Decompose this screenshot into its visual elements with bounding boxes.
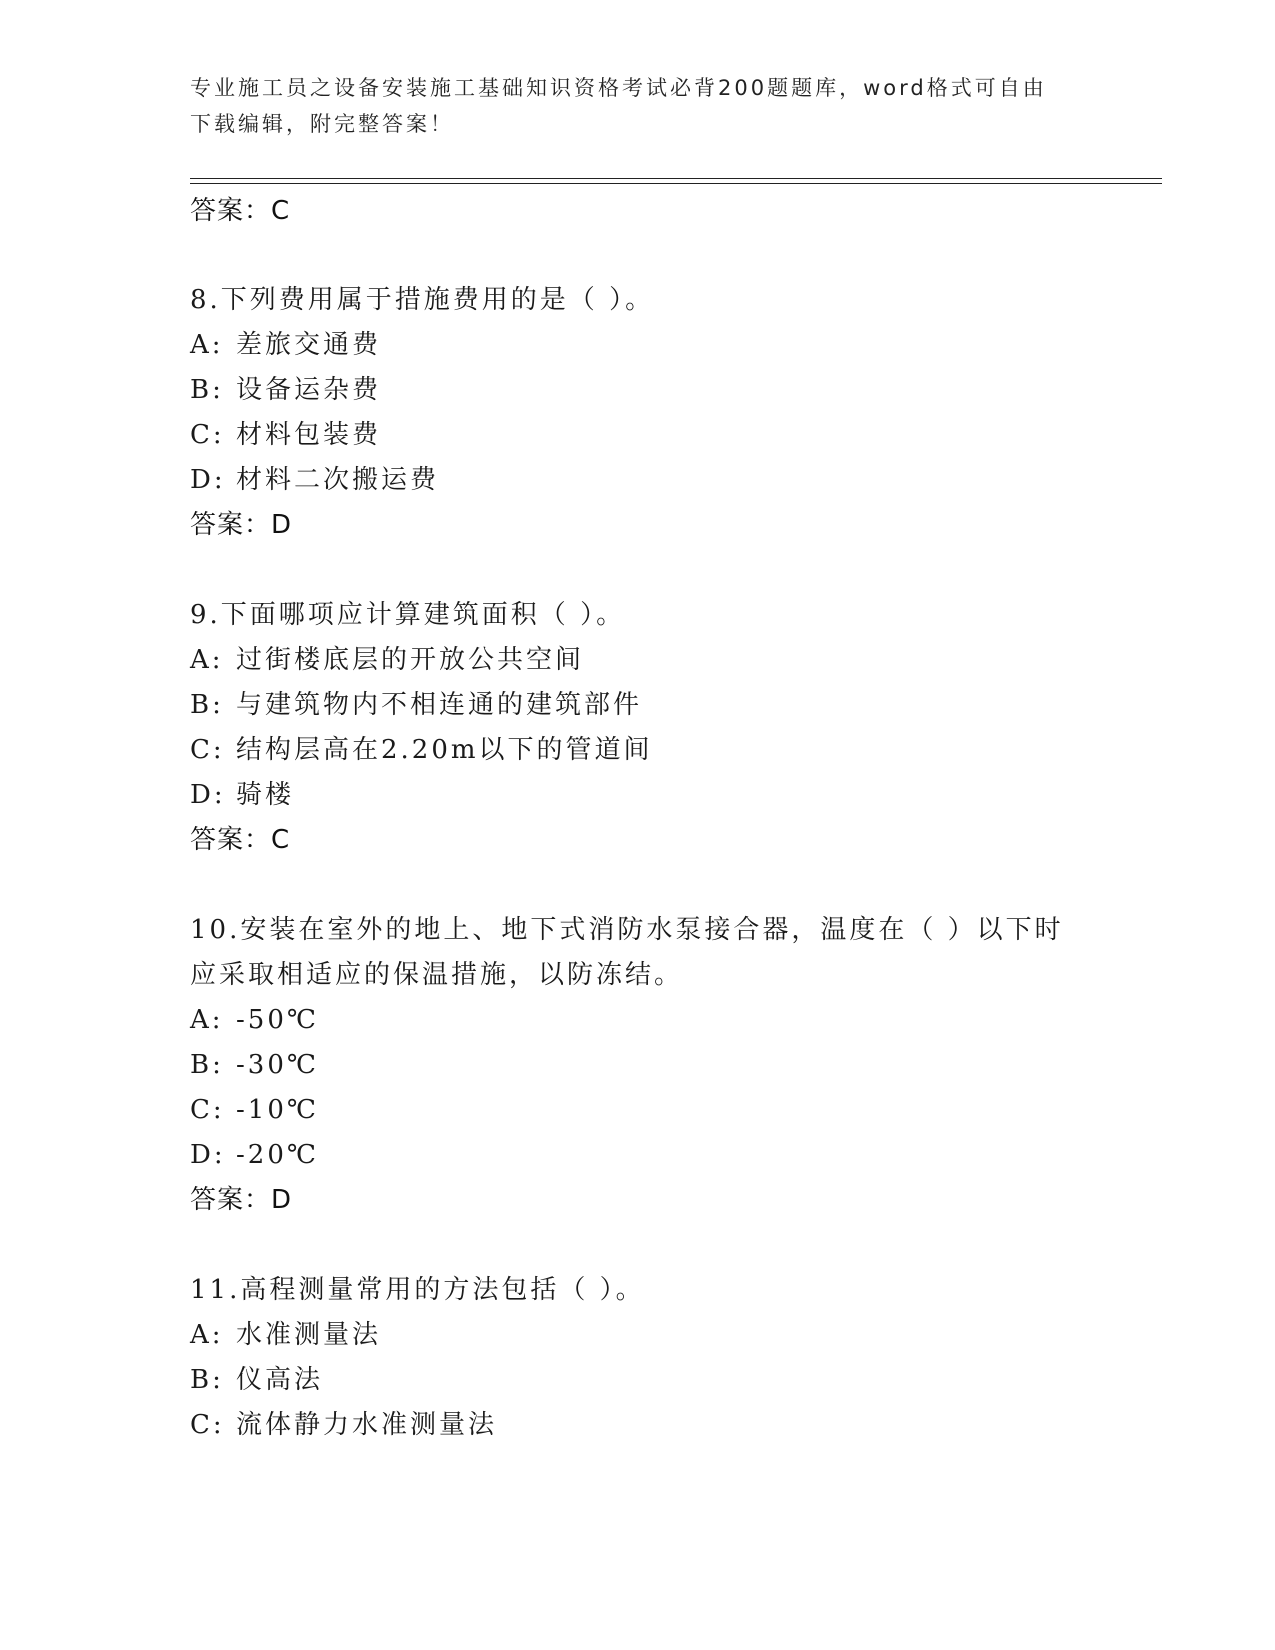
answer-q8: 答案：D: [190, 510, 293, 540]
option-text: -10℃: [236, 1095, 319, 1125]
option-letter: C:: [190, 420, 225, 450]
header-line-2: 下载编辑，附完整答案！: [190, 112, 454, 136]
q10-option-c: [190, 1090, 319, 1130]
q8-option-d: [190, 460, 439, 500]
option-letter: C:: [190, 735, 225, 765]
q9-option-c: [190, 730, 653, 770]
option-text: 材料包装费: [236, 420, 382, 450]
q10-option-a: [190, 1000, 319, 1040]
question-10-line-2: 应采取相适应的保温措施，以防冻结。: [190, 960, 684, 990]
question-8: 8.下列费用属于措施费用的是（ ）。: [190, 285, 655, 315]
option-text: 材料二次搬运费: [236, 465, 440, 495]
q9-option-d: [190, 775, 294, 815]
option-text: 流体静力水准测量法: [236, 1410, 498, 1440]
option-text: 骑楼: [236, 780, 295, 810]
option-letter: A:: [190, 1005, 224, 1035]
option-letter: B:: [190, 1365, 224, 1395]
option-text: 仪高法: [236, 1365, 324, 1395]
header-divider-top: [190, 178, 1162, 179]
option-letter: B:: [190, 375, 224, 405]
option-text: -30℃: [236, 1050, 319, 1080]
option-letter: A:: [190, 1320, 224, 1350]
option-letter: C:: [190, 1410, 225, 1440]
header-line-1: 专业施工员之设备安装施工基础知识资格考试必背200题题库，word格式可自由: [190, 76, 1047, 100]
question-11: 11.高程测量常用的方法包括（ ）。: [190, 1275, 645, 1305]
option-text: 过街楼底层的开放公共空间: [236, 645, 585, 675]
q11-option-c: [190, 1405, 497, 1445]
option-letter: D:: [190, 1140, 226, 1170]
q8-option-b: [190, 370, 381, 410]
option-letter: D:: [190, 465, 226, 495]
option-text: 结构层高在2.20m以下的管道间: [236, 735, 653, 765]
option-text: 水准测量法: [236, 1320, 382, 1350]
q11-option-b: [190, 1360, 323, 1400]
option-text: 设备运杂费: [236, 375, 382, 405]
option-letter: B:: [190, 1050, 224, 1080]
option-letter: B:: [190, 690, 224, 720]
answer-previous: 答案：C: [190, 196, 291, 226]
answer-q9: 答案：C: [190, 825, 291, 855]
option-text: -50℃: [236, 1005, 319, 1035]
q10-option-d: [190, 1135, 319, 1175]
option-text: -20℃: [236, 1140, 319, 1170]
option-letter: A:: [190, 645, 224, 675]
q9-option-a: [190, 640, 584, 680]
option-letter: D:: [190, 780, 226, 810]
q8-option-c: [190, 415, 381, 455]
q9-option-b: [190, 685, 642, 725]
option-letter: A:: [190, 330, 224, 360]
option-text: 与建筑物内不相连通的建筑部件: [236, 690, 643, 720]
question-9: 9.下面哪项应计算建筑面积（ ）。: [190, 600, 626, 630]
question-10-line-1: 10.安装在室外的地上、地下式消防水泵接合器，温度在（ ）以下时: [190, 915, 1064, 945]
option-text: 差旅交通费: [236, 330, 382, 360]
q8-option-a: [190, 325, 381, 365]
header-divider-bottom: [190, 183, 1162, 184]
document-header: [190, 70, 1090, 142]
q11-option-a: [190, 1315, 381, 1355]
q10-option-b: [190, 1045, 319, 1085]
option-letter: C:: [190, 1095, 225, 1125]
answer-q10: 答案：D: [190, 1185, 293, 1215]
